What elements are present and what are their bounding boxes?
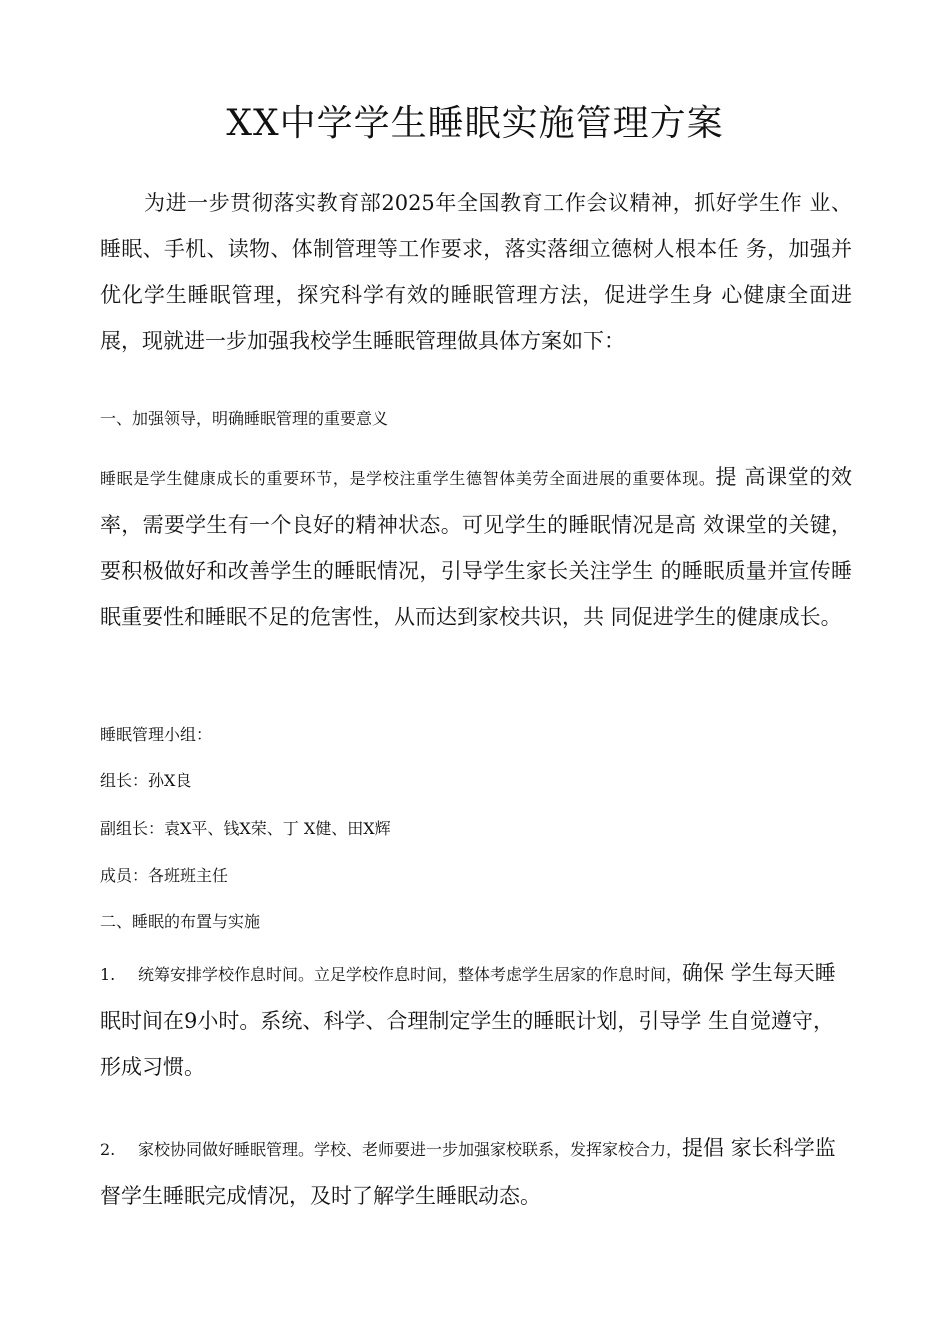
- item-number: 2.: [100, 1140, 116, 1159]
- intro-paragraph: 为进一步贯彻落实教育部2025年全国教育工作会议精神，抓好学生作 业、睡眠、手机、读物、体制管理等工作要求，落实落细立德树人根本任 务，加强并优化学生睡眠管理，探究科学有效的睡眠管理方法，促进学生身 心健康全面进展，现就进一步加强我校学生睡眠管理做具体方案如下：: [100, 191, 852, 353]
- section-heading-2: 二、睡眠的布置与实施: [100, 912, 261, 931]
- item-body-text: 确保 学生每天睡眠时间在9小时。系统、科学、合理制定学生的睡眠计划，引导学 生自觉遵守，形成习惯。: [100, 961, 836, 1079]
- list-item: [100, 1125, 852, 1219]
- document-title: XX中学学生睡眠实施管理方案: [226, 103, 724, 144]
- group-members: 成员：各班班主任: [100, 866, 229, 885]
- section1-body-text: 提 高课堂的效率，需要学生有一个良好的精神状态。可见学生的睡眠情况是高 效课堂的关键，要积极做好和改善学生的睡眠情况，引导学生家长关注学生 的睡眠质量并宣传睡眠重要性和睡眠不足的危害性，从而达到家校共识，共 同促进学生的健康成长。: [100, 465, 852, 629]
- group-leader: 组长：孙X良: [100, 771, 192, 790]
- item-lead-text: 统筹安排学校作息时间。立足学校作息时间，整体考虑学生居家的作息时间，: [138, 965, 683, 984]
- group-title: 睡眠管理小组：: [100, 725, 213, 744]
- section-heading-1: 一、加强领导，明确睡眠管理的重要意义: [100, 409, 389, 428]
- item-lead-text: 家校协同做好睡眠管理。学校、老师要进一步加强家校联系，发挥家校合力，: [138, 1140, 683, 1159]
- item-body-text: 提倡 家长科学监督学生睡眠完成情况，及时了解学生睡眠动态。: [100, 1136, 836, 1208]
- section1-paragraph: [100, 454, 852, 640]
- item-number: 1.: [100, 965, 116, 984]
- list-item: [100, 950, 852, 1090]
- section1-lead-text: 睡眠是学生健康成长的重要环节，是学校注重学生德智体美劳全面进展的重要体现。: [100, 469, 716, 488]
- group-deputies: 副组长：袁X平、钱X荣、丁 X健、田X辉: [100, 819, 391, 838]
